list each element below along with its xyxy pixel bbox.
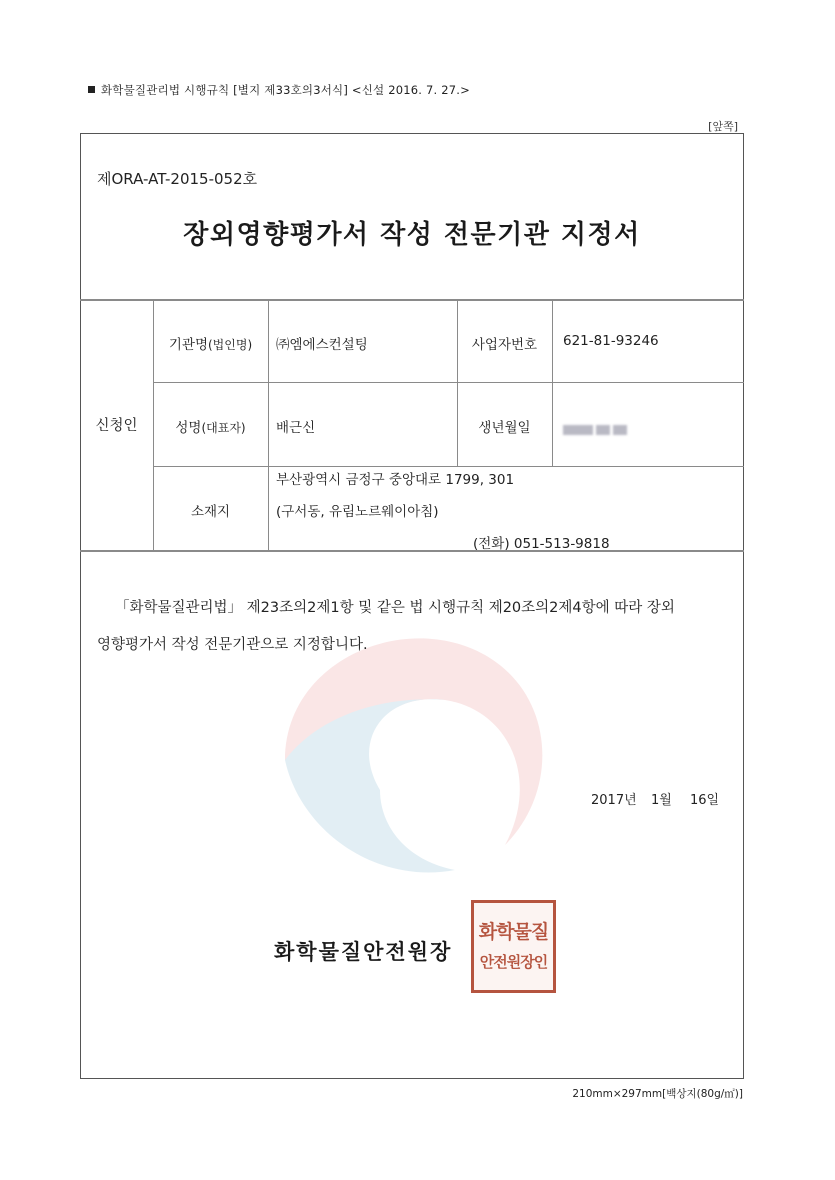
address-label: 소재지 bbox=[190, 504, 231, 520]
col-divider-value bbox=[457, 299, 458, 466]
address-line-1: 부산광역시 금정구 중앙대로 1799, 301 bbox=[276, 472, 515, 488]
table-bottom-rule bbox=[80, 550, 744, 552]
table-top-rule bbox=[80, 299, 744, 301]
rep-label: 성명(대표자) bbox=[175, 420, 246, 436]
issue-date-month: 1월 bbox=[651, 793, 672, 808]
document-title: 장외영향평가서 작성 전문기관 지정서 bbox=[183, 220, 641, 250]
statement-line-2: 영향평가서 작성 전문기관으로 지정합니다. bbox=[97, 637, 368, 653]
col-divider-label2 bbox=[552, 299, 553, 466]
issue-date-day: 16일 bbox=[690, 793, 720, 808]
birth-value-redacted bbox=[563, 419, 630, 438]
document-number: 제ORA-AT-2015-052호 bbox=[97, 170, 258, 188]
rep-value: 배근신 bbox=[276, 420, 316, 436]
biz-no-label: 사업자번호 bbox=[471, 337, 538, 353]
row-divider-2 bbox=[153, 466, 744, 467]
page-side-label: [앞쪽] bbox=[708, 120, 738, 133]
col-divider-label bbox=[268, 299, 269, 550]
square-bullet-icon bbox=[88, 86, 95, 93]
issue-date-year: 2017년 bbox=[591, 793, 637, 808]
paper-spec-footer: 210mm×297mm[백상지(80g/㎡)] bbox=[572, 1088, 743, 1100]
applicant-section-label: 신청인 bbox=[95, 418, 138, 434]
birth-label: 생년월일 bbox=[478, 420, 531, 436]
designation-statement bbox=[97, 590, 737, 664]
address-line-2: (구서동, 유림노르웨이아침) bbox=[276, 504, 439, 520]
statement-line-1: 「화학물질관리법」 제23조의2제1항 및 같은 법 시행규칙 제20조의2제4항에 따라 장외 bbox=[115, 600, 675, 616]
official-seal-icon: 화학물질 안전원장인 bbox=[471, 900, 556, 993]
form-reference: 화학물질관리법 시행규칙 [별지 제33호의3서식] <신설 2016. 7. 27.> bbox=[88, 82, 470, 98]
biz-no-value: 621-81-93246 bbox=[563, 333, 659, 349]
row-divider-1 bbox=[153, 382, 744, 383]
phone-number: (전화) 051-513-9818 bbox=[473, 536, 610, 552]
org-name-value: ㈜엠에스컨설팅 bbox=[276, 337, 368, 353]
issuer-name: 화학물질안전원장 bbox=[274, 940, 453, 964]
org-name-label: 기관명(법인명) bbox=[168, 337, 253, 353]
